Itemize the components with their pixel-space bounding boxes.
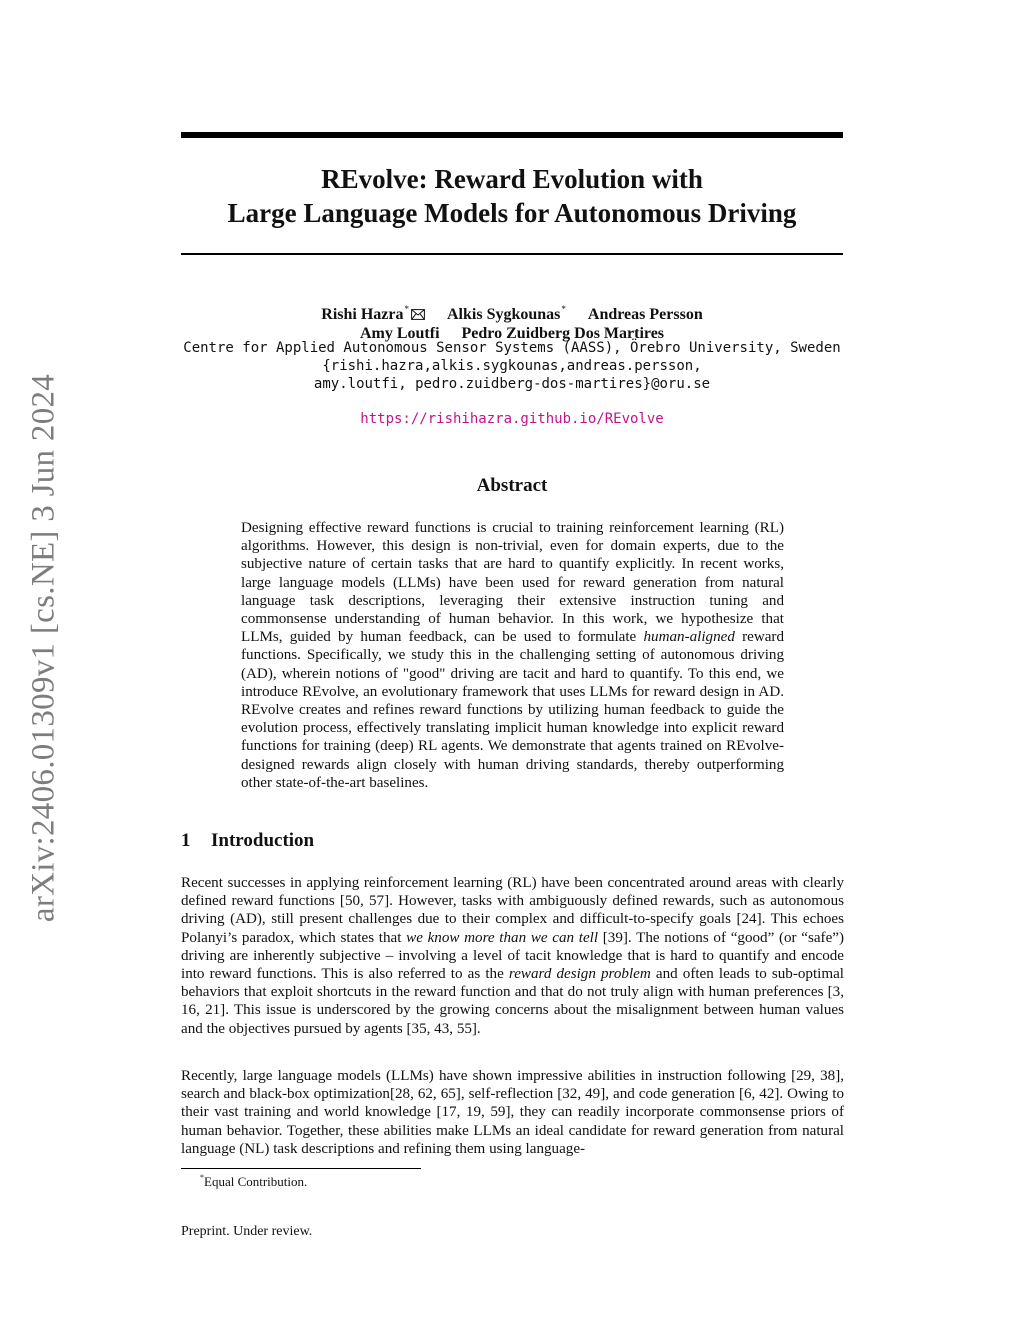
equal-contribution-mark: *	[561, 304, 566, 314]
author-name: Rishi Hazra	[321, 306, 404, 323]
equal-contribution-mark: *	[404, 304, 409, 314]
footnote-mark: *	[200, 1173, 204, 1182]
paper-title	[181, 162, 843, 230]
title-line-2: Large Language Models for Autonomous Driving	[227, 198, 797, 228]
abstract-emphasis: human-aligned	[643, 629, 735, 646]
author-name: Amy Loutfi	[359, 325, 440, 342]
abstract-text-part: Designing effective reward functions is crucial to training reinforcement learning (RL) algorithms. However, this design is non-trivial, even for domain experts, due to the subjective nature of certain tasks that are hard to quantify explicitly. In recent works, large language models (LLMs) have been used for reward generation from natural language task descriptions, leveraging their extensive instruction tuning and commonsense understanding of human behavior. In this work, we hypothesize that LLMs, guided by human feedback, can be used to formulate	[241, 520, 784, 646]
footnote-rule	[181, 1168, 421, 1169]
project-url-link[interactable]: https://rishihazra.github.io/REvolve	[360, 411, 664, 427]
section-number: 1	[181, 830, 191, 851]
preprint-notice: Preprint. Under review.	[181, 1224, 313, 1239]
envelope-icon	[411, 309, 425, 320]
footnote	[200, 1173, 307, 1190]
affiliation-block	[150, 339, 874, 393]
title-bottom-rule	[181, 253, 843, 255]
paragraph-emphasis: reward design problem	[508, 966, 651, 983]
section-title: Introduction	[211, 830, 315, 851]
abstract-heading: Abstract	[476, 475, 548, 496]
title-top-rule	[181, 132, 843, 138]
paragraph-emphasis: we know more than we can tell	[406, 929, 599, 946]
email-line: amy.loutfi, pedro.zuidberg-dos-martires}@oru.se	[313, 376, 711, 392]
abstract-text-part: reward functions. Specifically, we study this in the challenging setting of autonomous driving (AD), wherein notions of "good" driving are tacit and hard to quantify. To this end, we introduce REvolve, an evolutionary framework that uses LLMs for reward design in AD. REvolve creates and refines reward functions by utilizing human feedback to guide the evolution process, effectively translating implicit human knowledge into explicit reward functions for training (deep) RL agents. We demonstrate that agents trained on REvolve-designed rewards align closely with human driving standards, thereby outperforming other state-of-the-art baselines.	[241, 629, 784, 791]
paragraph-text: and often leads to sub-optimal behaviors that exploit shortcuts in the reward function and that do not truly align with human preferences [3, 16, 21]. This issue is underscored by the growing concerns about the misalignment between human values and the objectives pursued by agents [35, 43, 55].	[181, 966, 844, 1037]
author-name: Alkis Sygkounas	[447, 306, 561, 323]
paragraph-text: [39]. The notions of “good” (or “safe”) driving are inherently subjective – involving a level of tacit knowledge that is hard to quantify and encode into reward functions. This is also referred to as the	[181, 929, 845, 983]
affiliation: Centre for Applied Autonomous Sensor Systems (AASS), Örebro University, Sweden	[183, 340, 841, 356]
abstract-text	[241, 519, 784, 792]
author-block	[150, 300, 874, 343]
author-name: Pedro Zuidberg Dos Martires	[461, 325, 665, 342]
intro-paragraph-2: Recently, large language models (LLMs) have shown impressive abilities in instruction following [29, 38], search and black-box optimization[28, 62, 65], self-reflection [32, 49], and code generation [6, 42]. Owing to their vast training and world knowledge [17, 19, 59], they can readily incorporate commonsense priors of human behavior. Together, these abilities make LLMs an ideal candidate for reward generation from natural language (NL) task descriptions and refining them using language-	[181, 1068, 844, 1157]
arxiv-identifier-stamp: arXiv:2406.01309v1 [cs.NE] 3 Jun 2024	[25, 373, 62, 923]
footnote-text: Equal Contribution.	[204, 1174, 308, 1189]
intro-paragraph-1	[181, 874, 844, 1038]
email-line: {rishi.hazra,alkis.sygkounas,andreas.persson,	[322, 358, 702, 374]
title-line-1: REvolve: Reward Evolution with	[321, 164, 703, 194]
author-name: Andreas Persson	[587, 306, 703, 323]
author-line-1	[150, 300, 874, 324]
paragraph-text: Recent successes in applying reinforcement learning (RL) have been concentrated around areas with clearly defined reward functions [50, 57]. However, tasks with ambiguously defined rewards, such as autonomous driving (AD), still present challenges due to their complex and difficult-to-specify goals [24]. This echoes Polanyi’s paradox, which states that	[181, 875, 844, 946]
section-heading-introduction	[181, 830, 314, 852]
